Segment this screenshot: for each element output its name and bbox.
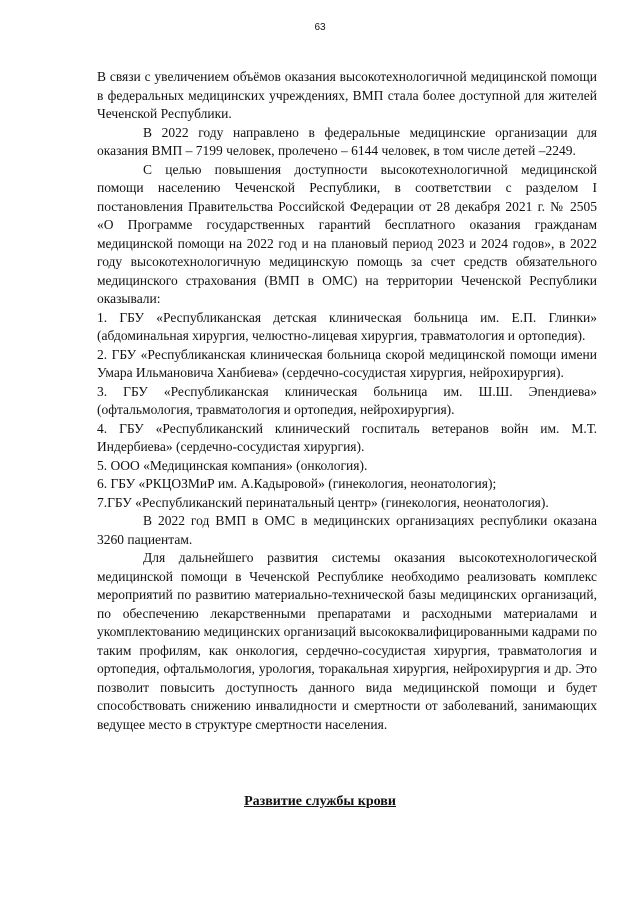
paragraph-vmp-availability: В связи с увеличением объёмов оказания высокотехнологичной медицинской помощи в федеральных медицинских учреждениях, ВМП стала более доступной для жителей Чеченской Республики. [97, 69, 597, 121]
paragraph-development-measures: Для дальнейшего развития системы оказания высокотехнологической медицинской помощи в Чеченской Республике необходимо реализовать комплекс мероприятий по развитию материально-технической базы медицинских организаций, по обеспечению лекарственными препаратами и расходными материалами и укомплектованию медицинских организаций высококвалифицированными кадрами по таким профилям, как онкология, сердечно-сосудистая хирургия, травматология и ортопедия, офтальмология, урология, торакальная хирургия, нейрохирургия и др. Это позволит повысить доступность данного вида медицинской помощи и будет способствовать снижению инвалидности и смертности от заболеваний, занимающих ведущее место в структуре смертности населения. [97, 550, 597, 732]
page-number: 63 [314, 22, 326, 33]
paragraph-vmp-oms-intro: С целью повышения доступности высокотехнологичной медицинской помощи населению Чеченской Республики, в соответствии с разделом I постановления Правительства Российской Федерации от 28 декабря 2021 г. № 2505 «О Программе государственных гарантий бесплатного оказания гражданам медицинской помощи на 2022 год и на плановый период 2023 и 2024 годов», в 2022 году высокотехнологичную медицинскую помощь за счет средств обязательного медицинского страхования (ВМП в ОМС) на территории Чеченской Республики оказывали: [97, 161, 597, 306]
list-item-organization-5: 5. ООО «Медицинская компания» (онкология). [97, 457, 368, 473]
list-item-organization-7: 7.ГБУ «Республиканский перинатальный центр» (гинекология, неонатология). [97, 494, 549, 510]
list-item-organization-6: 6. ГБУ «РКЦОЗМиР им. А.Кадыровой» (гинекология, неонатология); [97, 476, 497, 491]
paragraph-oms-patients: В 2022 год ВМП в ОМС в медицинских организациях республики оказана 3260 пациентам. [97, 513, 597, 547]
list-item-organization-4: 4. ГБУ «Республиканский клинический госпиталь ветеранов войн им. М.Т. Индербиева» (сердечно-сосудистая хирургия). [97, 420, 597, 454]
section-heading: Развитие службы крови [244, 794, 396, 809]
document-body [97, 68, 597, 734]
paragraph-2022-statistics: В 2022 году направлено в федеральные медицинские организации для оказания ВМП – 7199 человек, пролечено – 6144 человек, в том числе детей –2249. [97, 124, 597, 158]
list-item-organization-3: 3. ГБУ «Республиканская клиническая больница им. Ш.Ш. Эпендиева» (офтальмология, травматология и ортопедия, нейрохирургия). [97, 383, 597, 417]
list-item-organization-2: 2. ГБУ «Республиканская клиническая больница скорой медицинской помощи имени Умара Ильмановича Ханбиева» (сердечно-сосудистая хирургия, нейрохирургия). [97, 346, 597, 380]
list-item-organization-1: 1. ГБУ «Республиканская детская клиническая больница им. Е.П. Глинки» (абдоминальная хирургия, челюстно-лицевая хирургия, травматология и ортопедия). [97, 309, 597, 343]
